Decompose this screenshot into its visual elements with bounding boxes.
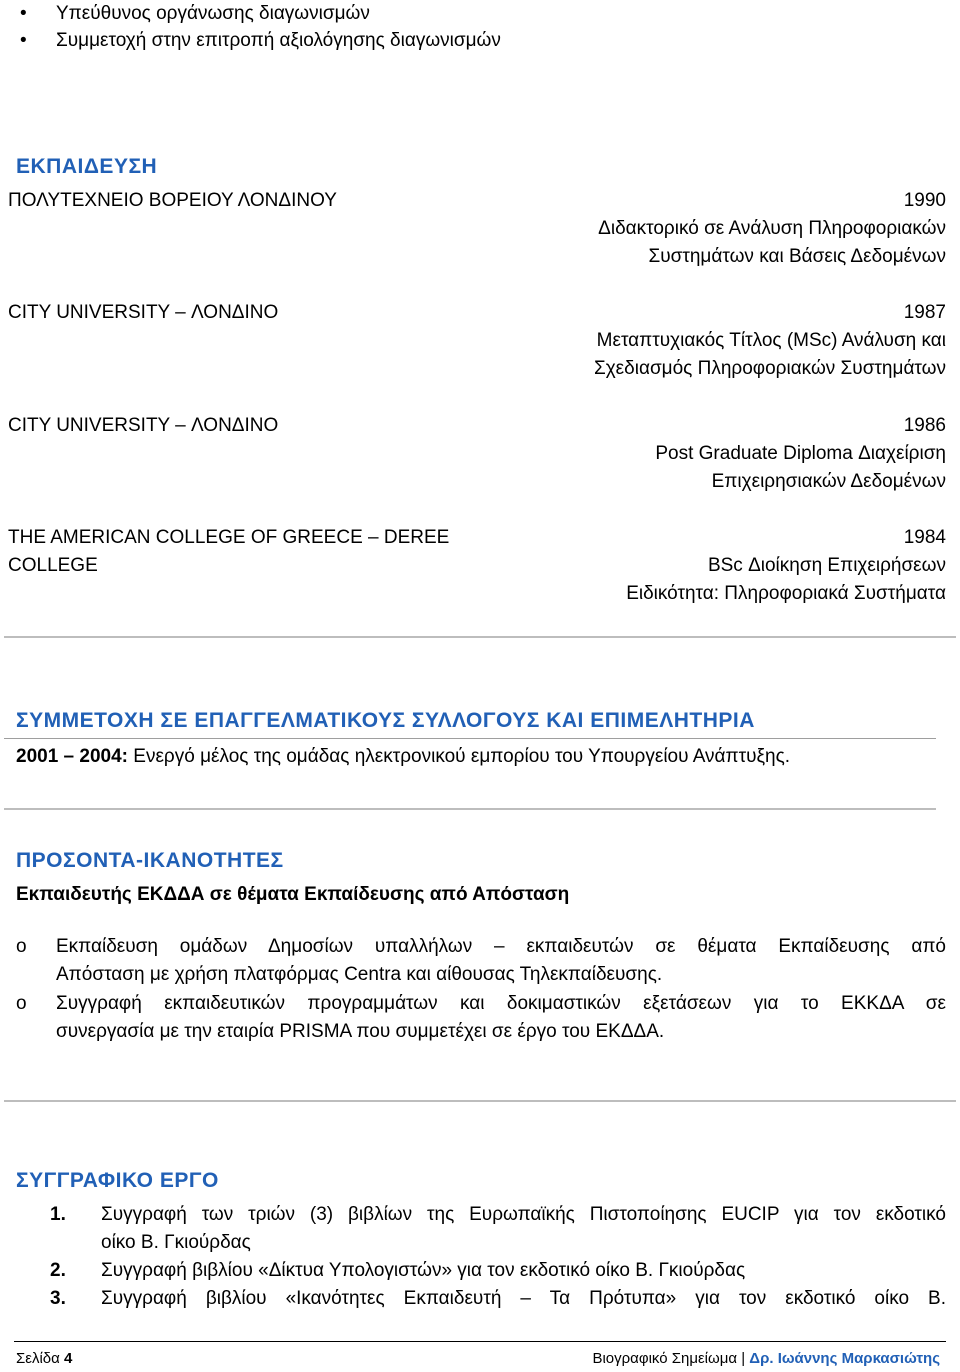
skills-heading: ΠΡΟΣΟΝΤΑ-ΙΚΑΝΟΤΗΤΕΣ [16, 849, 284, 872]
institution-name: ΠΟΛΥΤΕΧΝΕΙΟ ΒΟΡΕΙΟΥ ΛΟΝΔΙΝΟΥ [8, 190, 337, 211]
degree-line: BSc Διοίκηση Επιχειρήσεων [707, 555, 946, 576]
text-line: Συγγραφή των τριών (3) βιβλίων της Ευρωπαϊκής Πιστοποίησης EUCIP για τον εκδοτικό [101, 1204, 946, 1225]
list-number: 2. [50, 1260, 66, 1281]
year: 1987 [903, 302, 946, 323]
education-heading: ΕΚΠΑΙΔΕΥΣΗ [16, 155, 158, 178]
list-item-text [101, 1285, 946, 1313]
list-item-text [101, 1201, 946, 1257]
text-line: Εκπαίδευση ομάδων Δημοσίων υπαλλήλων – εκπαιδευτών σε θέματα Εκπαίδευσης από [56, 936, 946, 957]
year: 1984 [903, 527, 946, 548]
list-item-text [56, 990, 946, 1046]
institution-name: CITY UNIVERSITY – ΛΟΝΔΙΝΟ [8, 415, 279, 436]
text-line: Απόσταση με χρήση πλατφόρμας Centra και αίθουσας Τηλεκπαίδευσης. [56, 964, 663, 985]
writing-heading: ΣΥΓΓΡΑΦΙΚΟ ΕΡΓΟ [16, 1169, 219, 1192]
associations-heading: ΣΥΜΜΕΤΟΧΗ ΣΕ ΕΠΑΓΓΕΛΜΑΤΙΚΟΥΣ ΣΥΛΛΟΓΟΥΣ ΚΑΙ ΕΠΙΜΕΛΗΤΗΡΙΑ [16, 709, 755, 732]
list-item-text: Συμμετοχή στην επιτροπή αξιολόγησης διαγωνισμών [56, 30, 501, 51]
institution-name: COLLEGE [8, 555, 98, 576]
section-divider [4, 1100, 956, 1102]
page-number-value: 4 [64, 1350, 73, 1367]
bullet-icon: • [20, 30, 27, 51]
footer-rule [14, 1341, 946, 1342]
document-title: Βιογραφικό Σημείωμα [592, 1350, 738, 1367]
text-line: οίκο Β. Γκιούρδας [101, 1232, 251, 1253]
list-item-text [56, 933, 946, 989]
institution-name: THE AMERICAN COLLEGE OF GREECE – DEREE [8, 527, 450, 548]
degree-line: Συστημάτων και Βάσεις Δεδομένων [648, 246, 946, 267]
institution-name: CITY UNIVERSITY – ΛΟΝΔΙΝΟ [8, 302, 279, 323]
degree-line: Post Graduate Diploma Διαχείριση [655, 443, 946, 464]
list-item-text [101, 1257, 946, 1285]
text-line: Συγγραφή βιβλίου «Ικανότητες Εκπαιδευτή – Τα Πρότυπα» για τον εκδοτικό οίκο Β. [101, 1288, 946, 1309]
author-name: Δρ. Ιωάννης Μαρκασιώτης [749, 1350, 940, 1367]
association-text: Ενεργό μέλος της ομάδας ηλεκτρονικού εμπορίου του Υπουργείου Ανάπτυξης. [128, 746, 791, 767]
heading-underline [4, 738, 936, 739]
skills-subheading: Εκπαιδευτής ΕΚΔΔΑ σε θέματα Εκπαίδευσης από Απόσταση [16, 884, 570, 905]
text-line: Συγγραφή βιβλίου «Δίκτυα Υπολογιστών» για τον εκδοτικό οίκο Β. Γκιούρδας [101, 1260, 746, 1281]
list-marker: o [16, 993, 27, 1014]
year: 1986 [903, 415, 946, 436]
section-divider [4, 636, 956, 638]
footer-info [592, 1348, 940, 1370]
bullet-icon: • [20, 3, 27, 24]
degree-line: Σχεδιασμός Πληροφοριακών Συστημάτων [593, 358, 946, 379]
degree-line: Μεταπτυχιακός Τίτλος (MSc) Ανάλυση και [596, 330, 946, 351]
degree-line: Διδακτορικό σε Ανάλυση Πληροφοριακών [598, 218, 946, 239]
page-number [16, 1348, 72, 1370]
degree-line: Ειδικότητα: Πληροφοριακά Συστήματα [626, 583, 946, 604]
list-number: 3. [50, 1288, 66, 1309]
year: 1990 [903, 190, 946, 211]
association-period: 2001 – 2004: [16, 746, 128, 767]
text-line: συνεργασία με την εταιρία PRISMA που συμμετέχει σε έργο του ΕΚΔΔΑ. [56, 1021, 665, 1042]
list-marker: o [16, 936, 27, 957]
list-number: 1. [50, 1204, 66, 1225]
text-line: Συγγραφή εκπαιδευτικών προγραμμάτων και δοκιμαστικών εξετάσεων για το ΕΚΚΔΑ σε [56, 993, 946, 1014]
association-entry [16, 743, 790, 771]
section-divider [4, 808, 936, 810]
page-label: Σελίδα [16, 1350, 60, 1367]
list-item-text: Υπεύθυνος οργάνωσης διαγωνισμών [56, 3, 370, 24]
footer-separator: | [741, 1350, 746, 1367]
degree-line: Επιχειρησιακών Δεδομένων [711, 471, 946, 492]
